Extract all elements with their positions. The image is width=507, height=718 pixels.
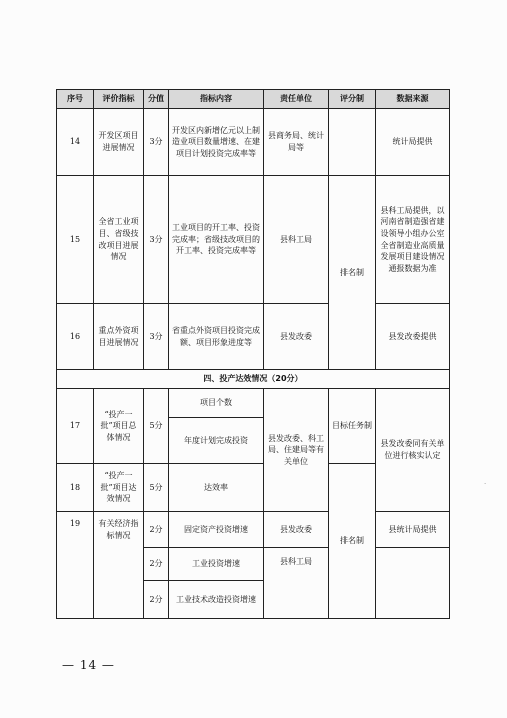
row-no: 18: [57, 464, 94, 512]
row-unit: 县科工局: [264, 176, 329, 304]
row-content: 工业技术改造投资增速: [169, 581, 264, 619]
row-source: 县统计局提供: [376, 512, 450, 548]
row-unit: 县科工局: [264, 548, 329, 619]
row-source-empty: [376, 548, 450, 619]
row-indicator: 有关经济指标情况: [94, 512, 144, 619]
row-source: 县科工局提供，以河南省制造强省建设领导小组办公室全省制造业高质量发展项目建设情况通报数据为准: [376, 176, 450, 304]
row-source: 统计局提供: [376, 109, 450, 176]
table-row: [57, 176, 450, 304]
header-no: 序号: [57, 90, 94, 109]
header-source: 数据来源: [376, 90, 450, 109]
row-content: 工业项目的开工率、投资完成率；省级技改项目的开工率、投资完成率等: [169, 176, 264, 304]
row-content: 项目个数: [169, 389, 264, 418]
section-title: 四、投产达效情况（20分）: [57, 370, 450, 389]
row-score: 2分: [144, 581, 169, 619]
row-source: 县发改委同有关单位进行核实认定: [376, 389, 450, 512]
table-header-row: [57, 90, 450, 109]
row-content: 省重点外资项目投资完成额、项目形象进度等: [169, 304, 264, 370]
row-unit: 县发改委: [264, 304, 329, 370]
row-indicator: 全省工业项目、省级技改项目进展情况: [94, 176, 144, 304]
header-content: 指标内容: [169, 90, 264, 109]
row-indicator: “投产一批”项目总体情况: [94, 389, 144, 464]
row-indicator: 重点外资项目进展情况: [94, 304, 144, 370]
row-no: 19: [57, 512, 94, 619]
row-content: 工业投资增速: [169, 548, 264, 581]
row-no: 14: [57, 109, 94, 176]
row-no: 15: [57, 176, 94, 304]
row-score: 3分: [144, 176, 169, 304]
row-score: 5分: [144, 389, 169, 464]
row-indicator: “投产一批”项目达效情况: [94, 464, 144, 512]
row-content: 开发区内新增亿元以上制造业项目数量增速、在建项目计划投资完成率等: [169, 109, 264, 176]
evaluation-table: [56, 89, 450, 619]
row-unit: 县商务局、统计局等: [264, 109, 329, 176]
row-source: 县发改委提供: [376, 304, 450, 370]
scan-mark: ·: [484, 480, 487, 488]
row-score: 2分: [144, 512, 169, 548]
section-row: [57, 370, 450, 389]
table-row: [57, 304, 450, 370]
row-scoring: 排名制: [329, 464, 376, 619]
header-scoring: 评分制: [329, 90, 376, 109]
row-scoring: 目标任务制: [329, 389, 376, 464]
row-score: 3分: [144, 304, 169, 370]
row-score: 5分: [144, 464, 169, 512]
row-scoring-empty: [329, 109, 376, 176]
row-unit: 县发改委、科工局、住建局等有关单位: [264, 389, 329, 512]
row-content: 固定资产投资增速: [169, 512, 264, 548]
table-row: [57, 512, 450, 548]
row-indicator: 开发区项目进展情况: [94, 109, 144, 176]
header-indicator: 评价指标: [94, 90, 144, 109]
row-no: 16: [57, 304, 94, 370]
row-score: 3分: [144, 109, 169, 176]
header-score: 分值: [144, 90, 169, 109]
row-unit: 县发改委: [264, 512, 329, 548]
row-scoring: 排名制: [329, 176, 376, 370]
row-no: 17: [57, 389, 94, 464]
row-content: 达效率: [169, 464, 264, 512]
row-score: 2分: [144, 548, 169, 581]
table-row: [57, 389, 450, 418]
header-unit: 责任单位: [264, 90, 329, 109]
page-number: — 14 —: [62, 658, 115, 672]
table-row: [57, 109, 450, 176]
row-content: 年度计划完成投资: [169, 418, 264, 464]
